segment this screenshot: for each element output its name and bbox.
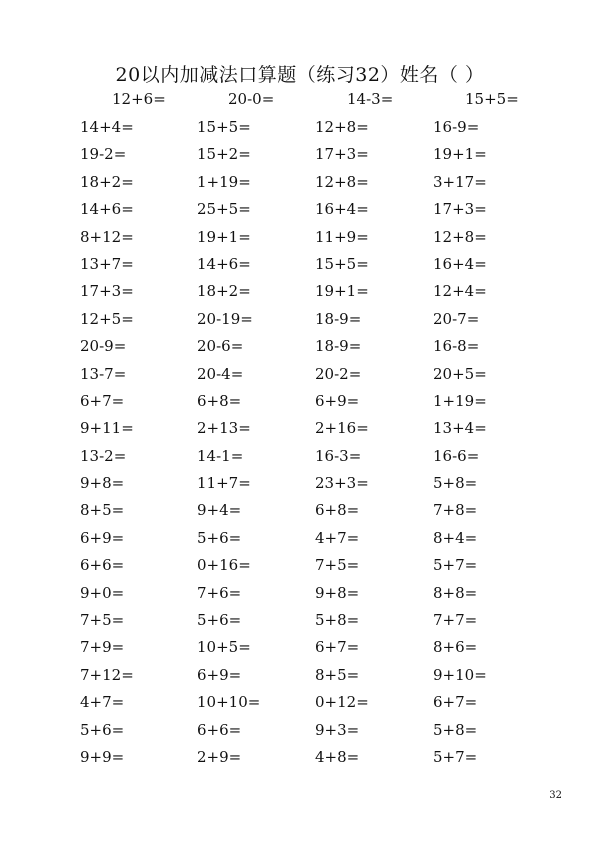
- problem-cell: 13-7=: [80, 364, 127, 383]
- problem-cell: 9+3=: [315, 720, 360, 739]
- problem-row: [0, 118, 600, 145]
- problem-cell: 18+2=: [80, 172, 134, 191]
- problem-row: [0, 474, 600, 501]
- problem-cell: 7+12=: [80, 665, 134, 684]
- problem-cell: 12+8=: [315, 172, 369, 191]
- problem-cell: 5+6=: [197, 611, 242, 630]
- problem-cell: 9+0=: [80, 583, 125, 602]
- problem-cell: 16-9=: [433, 118, 480, 136]
- problem-row: [0, 447, 600, 474]
- problem-row: [0, 310, 600, 337]
- problem-row: [0, 611, 600, 638]
- problem-row: [0, 638, 600, 665]
- problem-cell: 15+2=: [197, 145, 251, 164]
- problem-cell: 10+5=: [197, 638, 251, 657]
- problem-cell: 5+6=: [80, 720, 125, 739]
- problem-cell: 10+10=: [197, 693, 261, 712]
- problem-cell: 13+4=: [433, 419, 487, 438]
- problem-cell: 16-8=: [433, 337, 480, 356]
- problem-cell: 3+17=: [433, 172, 487, 191]
- problem-cell: 13-2=: [80, 446, 127, 465]
- problem-cell: 20-6=: [197, 337, 244, 356]
- problem-cell: 9+4=: [197, 501, 242, 520]
- problem-cell: 16-3=: [315, 446, 362, 465]
- problem-cell: 19+1=: [197, 227, 251, 246]
- problem-cell: 14+6=: [80, 200, 134, 219]
- problem-cell: 7+6=: [197, 583, 242, 602]
- problem-cell: 18-9=: [315, 337, 362, 356]
- problem-cell: 20-0=: [228, 90, 275, 108]
- problem-cell: 8+8=: [433, 583, 478, 602]
- problem-cell: 12+8=: [433, 227, 487, 246]
- problem-cell: 8+12=: [80, 227, 134, 246]
- problem-cell: 6+8=: [197, 391, 242, 410]
- problem-cell: 20-2=: [315, 364, 362, 383]
- problem-cell: 7+9=: [80, 638, 125, 657]
- problem-cell: 14-3=: [347, 90, 394, 108]
- problem-cell: 19+1=: [315, 282, 369, 301]
- problem-cell: 23+3=: [315, 474, 369, 493]
- problem-row: [0, 693, 600, 720]
- problem-cell: 2+16=: [315, 419, 369, 438]
- problem-cell: 6+9=: [315, 391, 360, 410]
- problem-cell: 18+2=: [197, 282, 251, 301]
- problem-cell: 8+5=: [315, 665, 360, 684]
- problem-cell: 15+5=: [197, 118, 251, 136]
- problem-cell: 2+9=: [197, 747, 242, 766]
- problem-cell: 16-6=: [433, 446, 480, 465]
- problem-row: [0, 721, 600, 748]
- problem-cell: 6+9=: [197, 665, 242, 684]
- problem-row: [0, 419, 600, 446]
- problem-row: [0, 556, 600, 583]
- problem-cell: 14+6=: [197, 254, 251, 273]
- problem-row: [0, 282, 600, 309]
- problem-cell: 25+5=: [197, 200, 251, 219]
- problem-cell: 6+7=: [433, 693, 478, 712]
- problem-cell: 12+4=: [433, 282, 487, 301]
- page-title: 20以内加减法口算题（练习32）姓名（ ）: [115, 64, 485, 86]
- problem-cell: 15+5=: [315, 254, 369, 273]
- problem-cell: 4+7=: [315, 528, 360, 547]
- problem-cell: 17+3=: [433, 200, 487, 219]
- problem-row: [0, 392, 600, 419]
- problem-cell: 20-7=: [433, 309, 480, 328]
- problem-cell: 6+8=: [315, 501, 360, 520]
- problem-cell: 2+13=: [197, 419, 251, 438]
- problem-cell: 14-1=: [197, 446, 244, 465]
- problem-cell: 9+8=: [80, 474, 125, 493]
- problem-cell: 5+8=: [433, 720, 478, 739]
- problem-cell: 17+3=: [80, 282, 134, 301]
- problem-row: [0, 200, 600, 227]
- problem-cell: 5+7=: [433, 747, 478, 766]
- problem-cell: 9+8=: [315, 583, 360, 602]
- problem-cell: 6+6=: [80, 556, 125, 575]
- problem-row: [0, 365, 600, 392]
- problem-cell: 20-9=: [80, 337, 127, 356]
- problem-cell: 6+7=: [80, 391, 125, 410]
- problem-grid: [0, 118, 600, 775]
- problem-cell: 19+1=: [433, 145, 487, 164]
- problem-cell: 1+19=: [197, 172, 251, 191]
- problem-cell: 13+7=: [80, 254, 134, 273]
- problem-cell: 19-2=: [80, 145, 127, 164]
- problem-row: [0, 145, 600, 172]
- problem-cell: 20-19=: [197, 309, 253, 328]
- problem-cell: 15+5=: [465, 90, 519, 108]
- problem-cell: 20+5=: [433, 364, 487, 383]
- problem-cell: 5+6=: [197, 528, 242, 547]
- problem-cell: 8+5=: [80, 501, 125, 520]
- problem-cell: 18-9=: [315, 309, 362, 328]
- problem-cell: 16+4=: [315, 200, 369, 219]
- problem-cell: 5+8=: [433, 474, 478, 493]
- problem-row: [0, 228, 600, 255]
- problem-cell: 4+7=: [80, 693, 125, 712]
- problem-cell: 9+9=: [80, 747, 125, 766]
- problem-cell: 12+8=: [315, 118, 369, 136]
- problem-cell: 11+9=: [315, 227, 369, 246]
- problem-cell: 14+4=: [80, 118, 134, 136]
- problem-cell: 0+12=: [315, 693, 369, 712]
- problem-cell: 6+7=: [315, 638, 360, 657]
- problem-cell: 20-4=: [197, 364, 244, 383]
- problem-row: [0, 255, 600, 282]
- problem-cell: 7+5=: [80, 611, 125, 630]
- problem-row: [0, 529, 600, 556]
- problem-cell: 12+5=: [80, 309, 134, 328]
- page-number: 32: [549, 790, 562, 801]
- problem-cell: 9+11=: [80, 419, 134, 438]
- problem-cell: 7+5=: [315, 556, 360, 575]
- problem-row: [0, 173, 600, 200]
- problem-cell: 8+4=: [433, 528, 478, 547]
- problem-cell: 11+7=: [197, 474, 251, 493]
- problem-cell: 9+10=: [433, 665, 487, 684]
- problem-cell: 7+7=: [433, 611, 478, 630]
- problem-cell: 17+3=: [315, 145, 369, 164]
- problem-cell: 6+6=: [197, 720, 242, 739]
- problem-cell: 8+6=: [433, 638, 478, 657]
- problem-row: [0, 337, 600, 364]
- problem-row: [0, 666, 600, 693]
- problem-cell: 12+6=: [112, 90, 166, 108]
- first-row: [0, 90, 600, 112]
- problem-cell: 16+4=: [433, 254, 487, 273]
- problem-row: [0, 501, 600, 528]
- problem-cell: 7+8=: [433, 501, 478, 520]
- problem-row: [0, 584, 600, 611]
- problem-cell: 6+9=: [80, 528, 125, 547]
- problem-cell: 5+7=: [433, 556, 478, 575]
- problem-row: [0, 748, 600, 775]
- problem-cell: 4+8=: [315, 747, 360, 766]
- problem-cell: 0+16=: [197, 556, 251, 575]
- problem-cell: 5+8=: [315, 611, 360, 630]
- problem-cell: 1+19=: [433, 391, 487, 410]
